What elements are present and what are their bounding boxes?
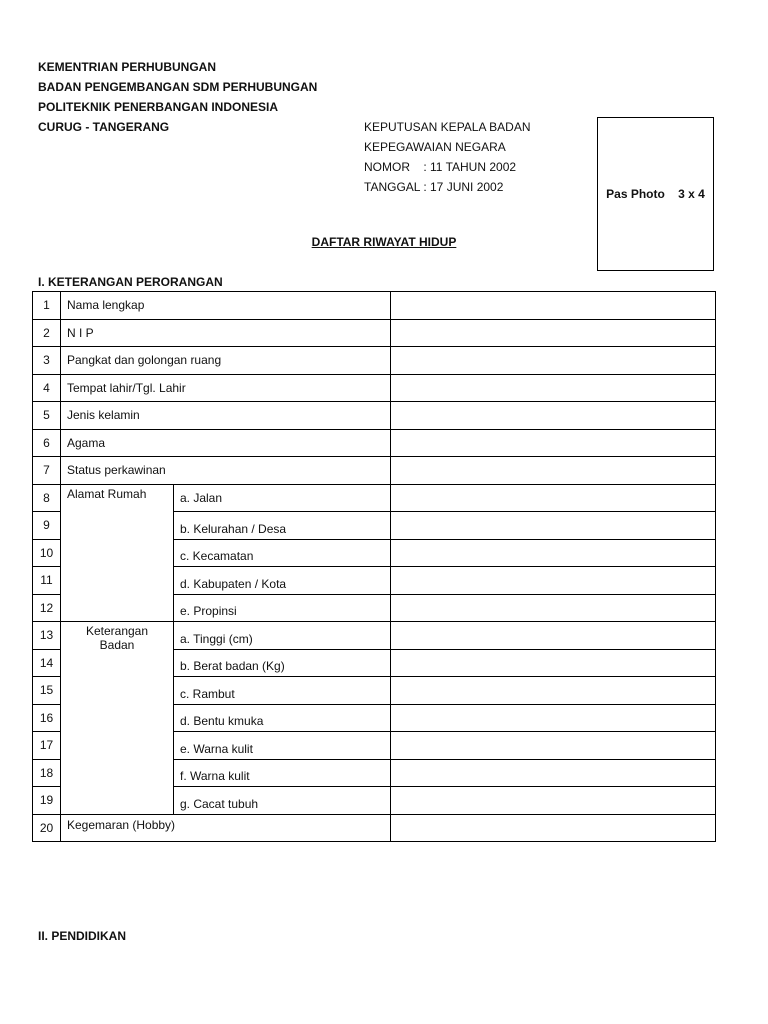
sub-label: b. Kelurahan / Desa [174,512,391,540]
row-number: 4 [33,374,61,402]
row-number: 8 [33,484,61,512]
row-number: 2 [33,319,61,347]
table-row [33,347,716,375]
sub-label: c. Rambut [174,677,391,705]
row-label: Nama lengkap [61,292,391,320]
value-cell[interactable] [391,732,716,760]
row-number: 10 [33,539,61,567]
value-cell[interactable] [391,484,716,512]
header-line: POLITEKNIK PENERBANGAN INDONESIA [38,100,279,114]
decree-line: TANGGAL : 17 JUNI 2002 [364,180,504,194]
row-number: 5 [33,402,61,430]
header-line: KEMENTRIAN PERHUBUNGAN [38,60,217,74]
table-row [33,622,716,650]
value-cell[interactable] [391,292,716,320]
row-number: 19 [33,787,61,815]
value-cell[interactable] [391,512,716,540]
sub-label: a. Jalan [174,484,391,512]
value-cell[interactable] [391,704,716,732]
value-cell[interactable] [391,759,716,787]
value-cell[interactable] [391,814,716,842]
sub-label: d. Kabupaten / Kota [174,567,391,595]
row-number: 20 [33,814,61,842]
personal-info-table [32,291,716,842]
table-row [33,402,716,430]
row-number: 12 [33,594,61,622]
value-cell[interactable] [391,649,716,677]
row-label: Tempat lahir/Tgl. Lahir [61,374,391,402]
table-row [33,814,716,842]
decree-line: NOMOR : 11 TAHUN 2002 [364,160,517,174]
photo-label: Pas Photo 3 x 4 [606,187,705,201]
group-label-line: Keterangan [85,624,149,638]
sub-label: b. Berat badan (Kg) [174,649,391,677]
value-cell[interactable] [391,677,716,705]
sub-label: e. Propinsi [174,594,391,622]
row-number: 16 [33,704,61,732]
row-label: Jenis kelamin [61,402,391,430]
row-number: 7 [33,457,61,485]
value-cell[interactable] [391,594,716,622]
row-number: 17 [33,732,61,760]
value-cell[interactable] [391,457,716,485]
section-title-pendidikan: II. PENDIDIKAN [38,929,127,943]
group-label-alamat-rumah: Alamat Rumah [61,484,174,622]
row-number: 18 [33,759,61,787]
row-number: 3 [33,347,61,375]
row-number: 13 [33,622,61,650]
header-line: CURUG - TANGERANG [38,120,170,134]
sub-label: c. Kecamatan [174,539,391,567]
row-number: 6 [33,429,61,457]
table-row [33,457,716,485]
table-row [33,429,716,457]
row-number: 15 [33,677,61,705]
sub-label: e. Warna kulit [174,732,391,760]
value-cell[interactable] [391,319,716,347]
table-row [33,374,716,402]
value-cell[interactable] [391,402,716,430]
group-label-keterangan-badan [61,622,174,815]
table-row [33,319,716,347]
row-label: Agama [61,429,391,457]
row-number: 14 [33,649,61,677]
group-label-line: Badan [99,638,135,652]
row-label: Kegemaran (Hobby) [61,814,391,842]
decree-line: KEPUTUSAN KEPALA BADAN [364,120,531,134]
decree-reference [364,117,531,197]
decree-line: KEPEGAWAIAN NEGARA [364,140,506,154]
sub-label: g. Cacat tubuh [174,787,391,815]
sub-label: d. Bentu kmuka [174,704,391,732]
value-cell[interactable] [391,347,716,375]
value-cell[interactable] [391,539,716,567]
sub-label: a. Tinggi (cm) [174,622,391,650]
sub-label: f. Warna kulit [174,759,391,787]
page-title: DAFTAR RIWAYAT HIDUP [311,235,457,249]
value-cell[interactable] [391,787,716,815]
table-row [33,484,716,512]
value-cell[interactable] [391,567,716,595]
header-line: BADAN PENGEMBANGAN SDM PERHUBUNGAN [38,80,318,94]
row-label: Pangkat dan golongan ruang [61,347,391,375]
row-label: Status perkawinan [61,457,391,485]
row-number: 9 [33,512,61,540]
row-number: 1 [33,292,61,320]
value-cell[interactable] [391,622,716,650]
table-row [33,292,716,320]
section-title-perorangan: I. KETERANGAN PERORANGAN [38,275,223,289]
row-label: N I P [61,319,391,347]
row-number: 11 [33,567,61,595]
value-cell[interactable] [391,374,716,402]
value-cell[interactable] [391,429,716,457]
institution-header [38,57,317,137]
